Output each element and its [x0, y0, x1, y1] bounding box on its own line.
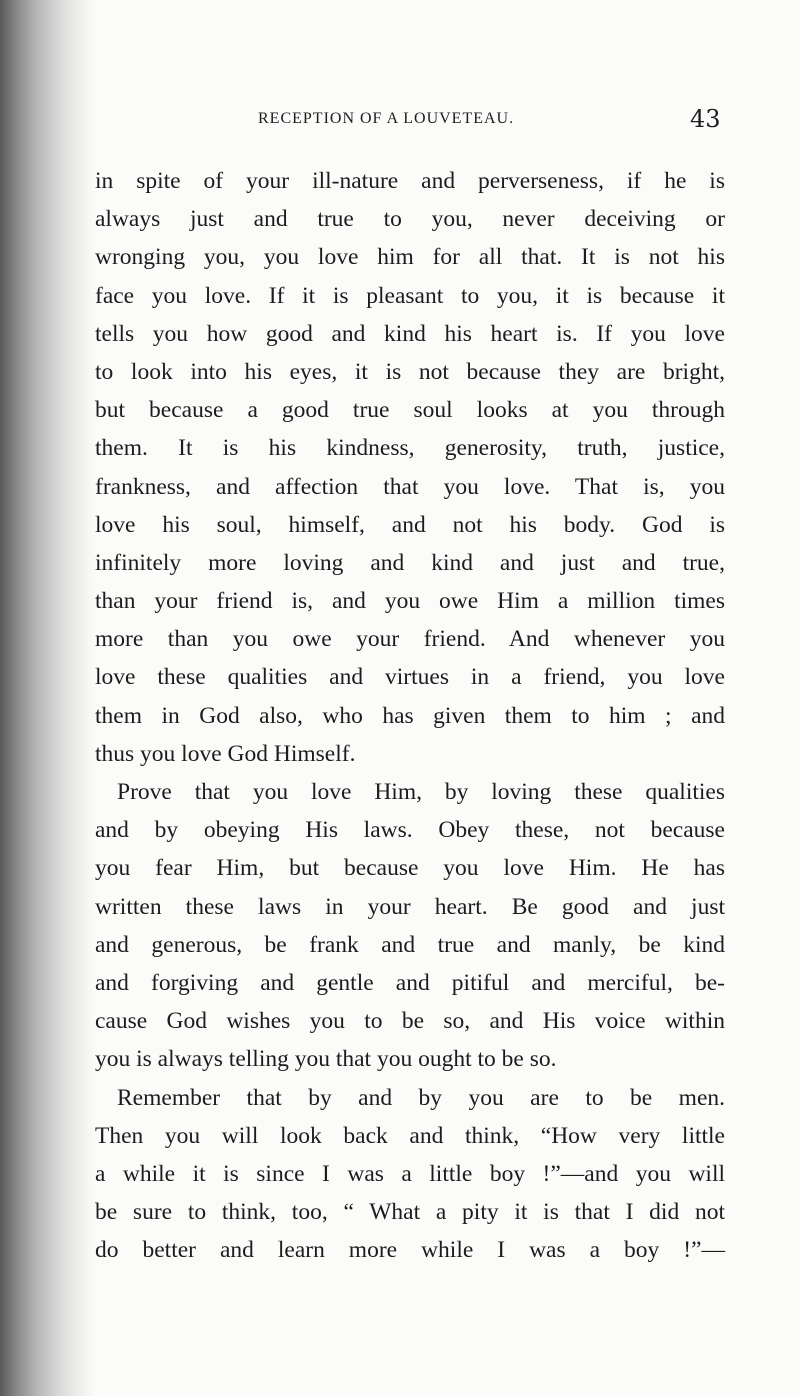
text-line: and by obeying His laws. Obey these, not because [95, 817, 725, 844]
body-text [95, 162, 725, 1269]
text-line: in spite of your ill-nature and perverseness, if he is [95, 168, 725, 194]
text-line: you fear Him, but because you love Him. He has [95, 855, 725, 882]
text-line: them. It is his kindness, generosity, truth, justice, [95, 435, 725, 462]
text-line: a while it is since I was a little boy !”—and you will [95, 1160, 725, 1187]
text-line: written these laws in your heart. Be good and just [95, 893, 725, 920]
text-line: more than you owe your friend. And whenever you [95, 626, 725, 653]
text-line: and forgiving and gentle and pitiful and merciful, be- [95, 969, 725, 996]
text-line: wronging you, you love him for all that. It is not his [95, 244, 725, 271]
text-line: love these qualities and virtues in a friend, you love [95, 664, 725, 691]
text-line: be sure to think, too, “ What a pity it is that I did not [95, 1199, 725, 1226]
text-line: them in God also, who has given them to him ; and [95, 702, 725, 729]
text-line: face you love. If it is pleasant to you, it is because it [95, 282, 725, 309]
text-line: to look into his eyes, it is not because they are bright, [95, 358, 725, 385]
text-line: but because a good true soul looks at you through [95, 397, 725, 424]
paragraph-first-line: Remember that by and by you are to be men. [117, 1084, 725, 1111]
page-header [0, 105, 800, 138]
text-line: thus you love God Himself. [95, 740, 356, 767]
page-number: 43 [690, 105, 721, 133]
running-head: RECEPTION OF A LOUVETEAU. [258, 110, 515, 127]
text-line: infinitely more loving and kind and just and true, [95, 549, 725, 576]
text-line: you is always telling you that you ought to be so. [95, 1046, 557, 1073]
text-line: than your friend is, and you owe Him a million times [95, 588, 725, 615]
paragraph-first-line: Prove that you love Him, by loving these qualities [117, 779, 725, 805]
text-line: frankness, and affection that you love. That is, you [95, 473, 725, 500]
text-line: cause God wishes you to be so, and His voice within [95, 1008, 725, 1035]
text-line: tells you how good and kind his heart is. If you love [95, 320, 725, 347]
text-line: do better and learn more while I was a boy !”— [95, 1237, 725, 1264]
text-line: Then you will look back and think, “How very little [95, 1122, 725, 1149]
page-gutter-shadow [0, 0, 95, 1396]
text-line: and generous, be frank and true and manly, be kind [95, 931, 725, 958]
text-line: love his soul, himself, and not his body. God is [95, 511, 725, 538]
text-line: always just and true to you, never deceiving or [95, 206, 725, 233]
